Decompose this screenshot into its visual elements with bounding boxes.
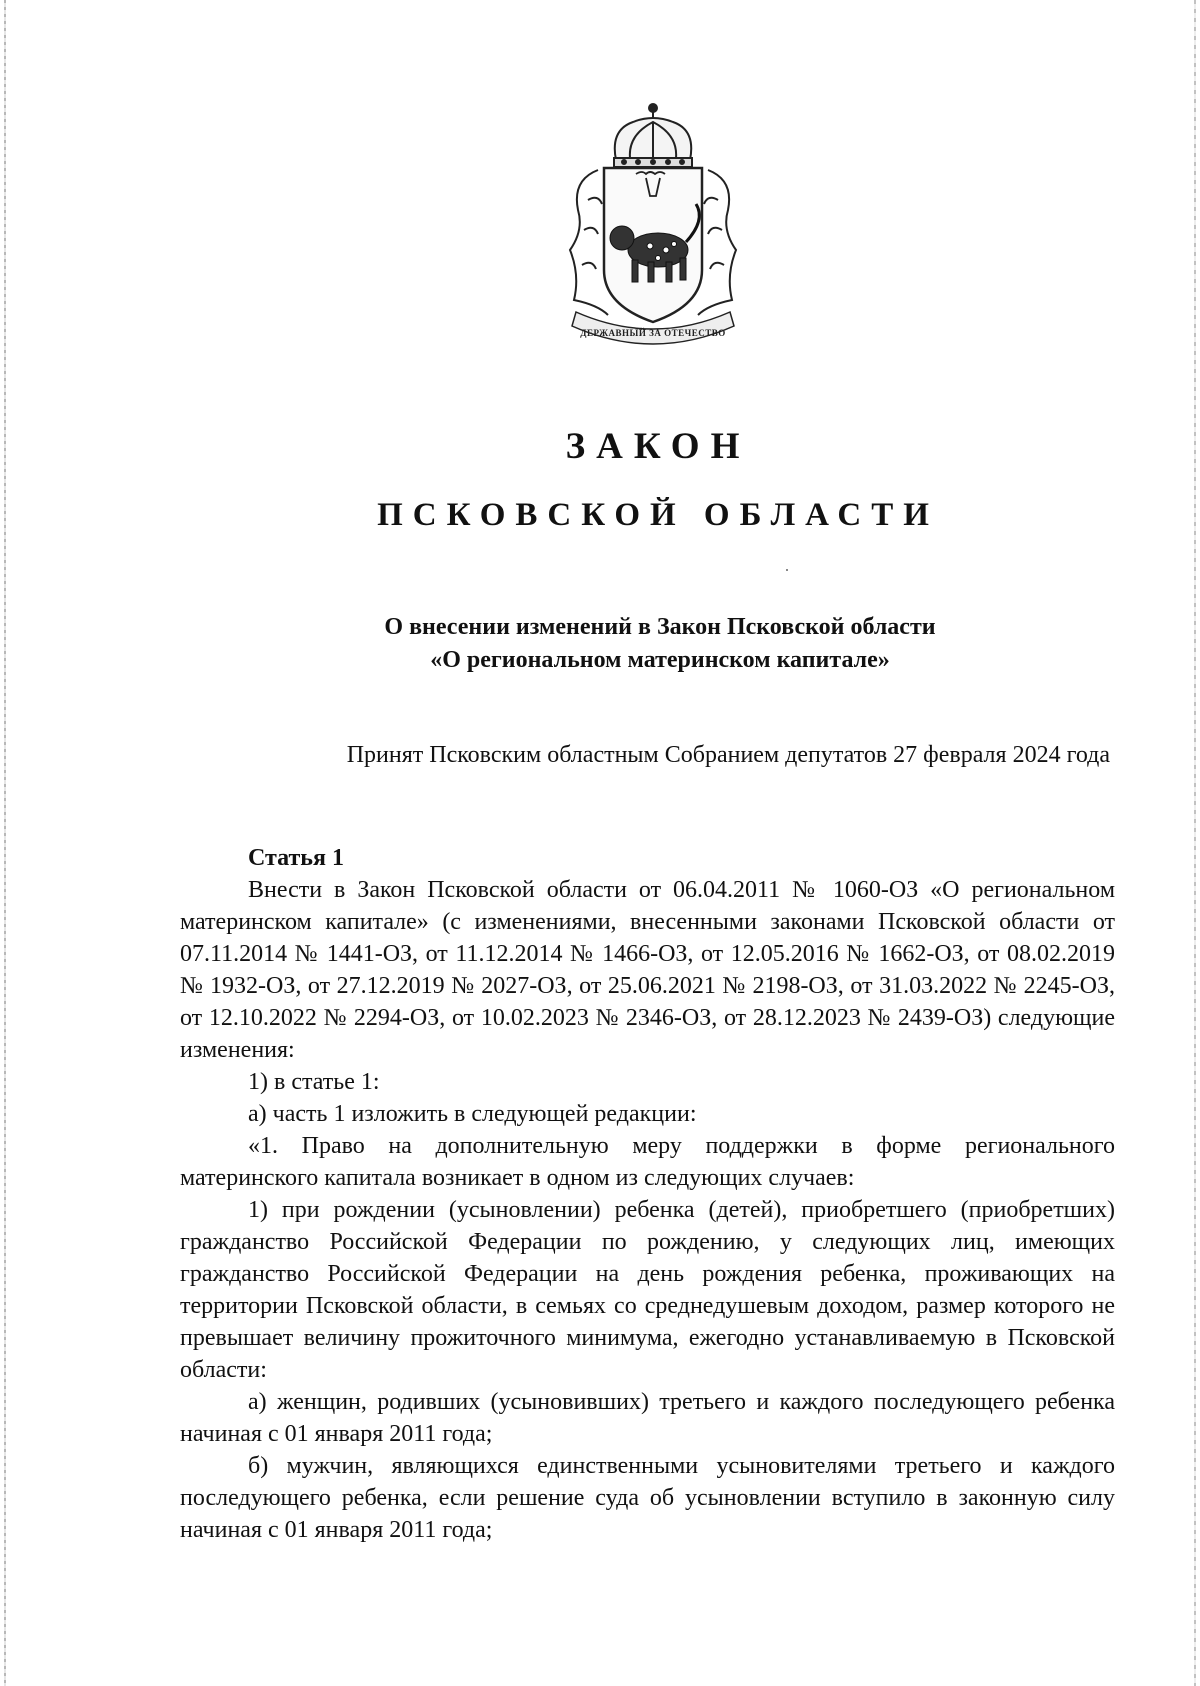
adoption-statement: Принят Псковским областным Собранием депутатов 27 февраля 2024 года (346, 742, 1110, 768)
scan-speck (786, 569, 788, 571)
law-subject-title (300, 611, 1020, 677)
coat-of-arms-emblem (558, 100, 748, 350)
subject-line-2: «О региональном материнском капитале» (430, 647, 890, 673)
region-heading: ПСКОВСКОЙ ОБЛАСТИ (377, 497, 939, 533)
crown-icon (614, 104, 692, 167)
paragraph-case-1: 1) при рождении (усыновлении) ребенка (детей), приобретшего (приобретших) гражданство Российской Федерации по рождению, у следующих лиц, имеющих гражданство Российской Федерации на день рождения ребенка, проживающих на территории Псковской области, в семьях со среднедушевым доходом, размер которого не превышает величину прожиточного минимума, ежегодно устанавливаемую в Псковской области: (180, 1197, 1115, 1383)
paragraph-case-1a: а) женщин, родивших (усыновивших) третьего и каждого последующего ребенка начиная с 01 января 2011 года; (180, 1389, 1115, 1447)
paragraph-intro: Внести в Закон Псковской области от 06.04.2011 № 1060-ОЗ «О региональном материнском капитале» (с изменениями, внесенными законами Псковской области от 07.11.2014 № 1441-ОЗ, от 11.12.2014 № 1466-ОЗ, от 12.05.2016 № 1662-ОЗ, от 08.02.2019 № 1932-ОЗ, от 27.12.2019 № 2027-ОЗ, от 25.06.2021 № 2198-ОЗ, от 31.03.2022 № 2245-ОЗ, от 12.10.2022 № 2294-ОЗ, от 10.02.2023 № 2346-ОЗ, от 28.12.2023 № 2439-ОЗ) следующие изменения: (180, 877, 1115, 1063)
paragraph-item-1: 1) в статье 1: (248, 1069, 380, 1095)
paragraph-case-1b: б) мужчин, являющихся единственными усыновителями третьего и каждого последующего ребенка, если решение суда об усыновлении вступило в законную силу начиная с 01 января 2011 года; (180, 1453, 1115, 1543)
motto-text: ДЕРЖАВНЫЙ ЗА ОТЕЧЕСТВО (580, 328, 726, 338)
article-heading: Статья 1 (248, 845, 344, 871)
document-body (180, 842, 1115, 1546)
paragraph-item-1a: а) часть 1 изложить в следующей редакции: (248, 1101, 697, 1127)
document-type-heading: ЗАКОН (565, 426, 751, 467)
subject-line-1: О внесении изменений в Закон Псковской области (384, 614, 936, 640)
scan-edge-right (1194, 0, 1196, 1686)
scan-edge-left (4, 0, 6, 1686)
paragraph-quote-start: «1. Право на дополнительную меру поддержки в форме регионального материнского капитала возникает в одном из следующих случаев: (180, 1133, 1115, 1191)
